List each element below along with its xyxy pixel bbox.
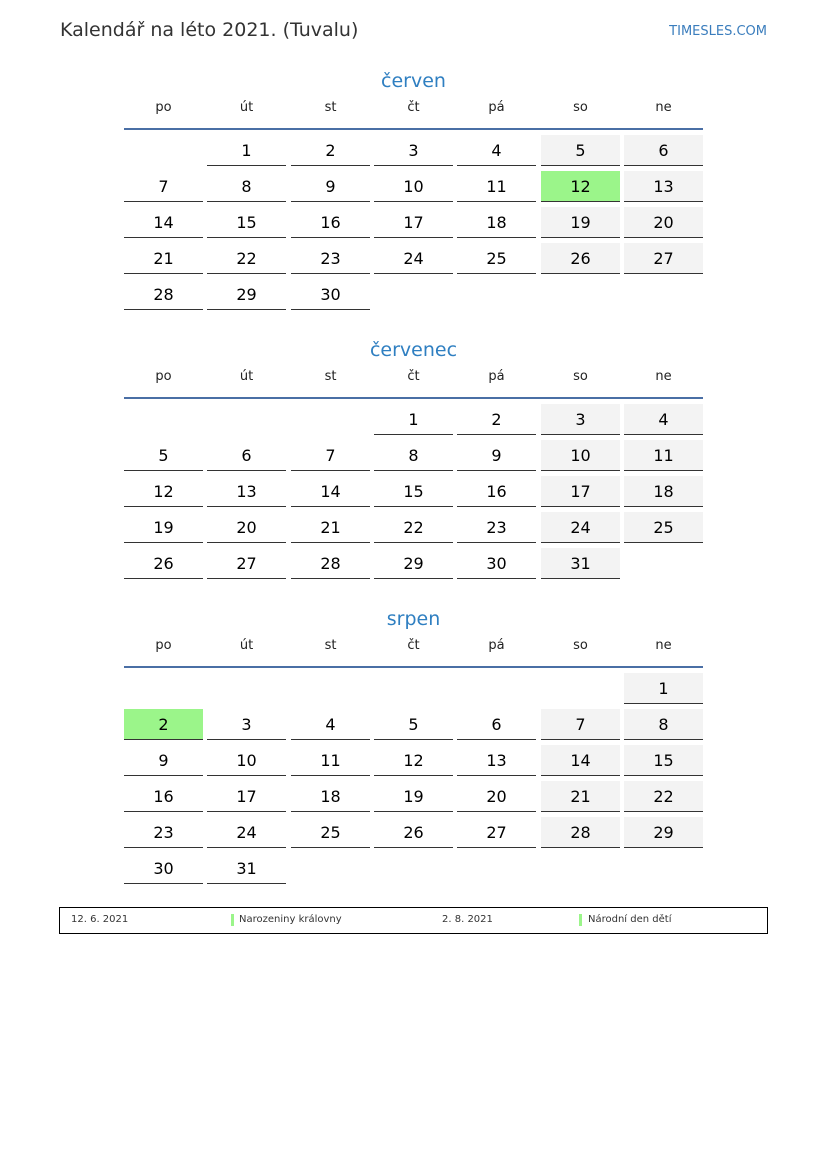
weekday-label: st	[324, 638, 337, 653]
day-cell: 8	[624, 709, 703, 740]
day-cell: 4	[291, 709, 370, 740]
day-cell: 3	[541, 404, 620, 435]
day-cell: 29	[207, 279, 286, 310]
weekday-label: st	[324, 100, 337, 115]
week-row	[124, 673, 703, 709]
day-cell: 5	[374, 709, 453, 740]
day-cell: 21	[291, 512, 370, 543]
day-cell: 4	[457, 135, 536, 166]
day-cell: 18	[624, 476, 703, 507]
day-cell: 11	[291, 745, 370, 776]
day-cell: 3	[207, 709, 286, 740]
day-cell: 2	[291, 135, 370, 166]
weekday-label: čt	[407, 100, 420, 115]
day-cell: 11	[457, 171, 536, 202]
day-cell: 2	[457, 404, 536, 435]
day-cell: 7	[291, 440, 370, 471]
day-cell: 14	[291, 476, 370, 507]
month-grid	[124, 135, 703, 315]
month-name: červenec	[369, 339, 458, 361]
month-name: červen	[381, 70, 446, 92]
day-cell: 31	[541, 548, 620, 579]
day-cell: 28	[291, 548, 370, 579]
day-cell: 20	[457, 781, 536, 812]
day-cell: 24	[541, 512, 620, 543]
day-cell: 19	[374, 781, 453, 812]
week-row	[124, 548, 703, 584]
day-cell: 17	[374, 207, 453, 238]
day-cell: 18	[457, 207, 536, 238]
page-title: Kalendář na léto 2021. (Tuvalu)	[60, 19, 359, 41]
site-link[interactable]: TIMESLES.COM	[669, 24, 767, 39]
month-block	[124, 68, 703, 315]
weekday-label: út	[239, 638, 254, 653]
day-cell: 29	[624, 817, 703, 848]
month-block	[124, 337, 703, 584]
weekday-label: ne	[655, 100, 672, 115]
day-cell: 10	[374, 171, 453, 202]
day-cell: 15	[374, 476, 453, 507]
weekday-label: po	[155, 100, 172, 115]
day-cell: 20	[207, 512, 286, 543]
day-cell: 26	[541, 243, 620, 274]
day-cell: 5	[541, 135, 620, 166]
day-cell: 17	[207, 781, 286, 812]
day-cell: 6	[457, 709, 536, 740]
day-cell: 1	[374, 404, 453, 435]
legend-date: 12. 6. 2021	[71, 914, 129, 925]
day-cell: 26	[374, 817, 453, 848]
day-cell: 7	[124, 171, 203, 202]
day-cell: 24	[374, 243, 453, 274]
week-row	[124, 853, 703, 889]
day-cell: 23	[457, 512, 536, 543]
weekday-label: pá	[488, 100, 505, 115]
day-cell: 23	[124, 817, 203, 848]
day-cell: 22	[207, 243, 286, 274]
day-cell: 25	[457, 243, 536, 274]
day-cell: 7	[541, 709, 620, 740]
day-cell: 8	[207, 171, 286, 202]
week-row	[124, 512, 703, 548]
day-cell: 11	[624, 440, 703, 471]
day-cell: 18	[291, 781, 370, 812]
day-cell: 9	[124, 745, 203, 776]
day-cell: 3	[374, 135, 453, 166]
day-cell: 16	[457, 476, 536, 507]
week-row	[124, 404, 703, 440]
week-row	[124, 709, 703, 745]
month-grid	[124, 673, 703, 889]
day-cell: 6	[207, 440, 286, 471]
week-row	[124, 279, 703, 315]
weekday-label: út	[239, 100, 254, 115]
day-cell: 22	[624, 781, 703, 812]
weekday-label: po	[155, 638, 172, 653]
day-cell: 10	[541, 440, 620, 471]
day-cell: 1	[207, 135, 286, 166]
week-row	[124, 440, 703, 476]
day-cell: 14	[541, 745, 620, 776]
weekday-header	[124, 369, 703, 399]
weekday-label: pá	[488, 369, 505, 384]
day-cell: 13	[457, 745, 536, 776]
weekday-header	[124, 638, 703, 668]
day-cell: 30	[124, 853, 203, 884]
week-row	[124, 171, 703, 207]
day-cell: 26	[124, 548, 203, 579]
weekday-label: út	[239, 369, 254, 384]
day-cell: 13	[207, 476, 286, 507]
week-row	[124, 135, 703, 171]
holiday-color-marker	[579, 914, 582, 926]
holiday-day-cell: 12	[541, 171, 620, 202]
day-cell: 20	[624, 207, 703, 238]
day-cell: 6	[624, 135, 703, 166]
day-cell: 12	[124, 476, 203, 507]
day-cell: 25	[624, 512, 703, 543]
day-cell: 15	[624, 745, 703, 776]
day-cell: 10	[207, 745, 286, 776]
day-cell: 28	[541, 817, 620, 848]
month-block	[124, 606, 703, 889]
legend-holiday-name: Narozeniny královny	[239, 914, 342, 925]
day-cell: 8	[374, 440, 453, 471]
month-grid	[124, 404, 703, 584]
weekday-label: so	[573, 100, 588, 115]
day-cell: 25	[291, 817, 370, 848]
weekday-label: ne	[655, 638, 672, 653]
day-cell: 5	[124, 440, 203, 471]
week-row	[124, 243, 703, 279]
day-cell: 16	[124, 781, 203, 812]
day-cell: 27	[207, 548, 286, 579]
day-cell: 30	[291, 279, 370, 310]
weekday-label: čt	[407, 638, 420, 653]
weekday-header	[124, 100, 703, 130]
day-cell: 14	[124, 207, 203, 238]
day-cell: 30	[457, 548, 536, 579]
day-cell: 15	[207, 207, 286, 238]
day-cell: 19	[124, 512, 203, 543]
day-cell: 23	[291, 243, 370, 274]
weekday-label: ne	[655, 369, 672, 384]
legend-date: 2. 8. 2021	[442, 914, 493, 925]
holiday-day-cell: 2	[124, 709, 203, 740]
holiday-color-marker	[231, 914, 234, 926]
weekday-label: po	[155, 369, 172, 384]
day-cell: 1	[624, 673, 703, 704]
weekday-label: so	[573, 638, 588, 653]
week-row	[124, 476, 703, 512]
weekday-label: čt	[407, 369, 420, 384]
day-cell: 13	[624, 171, 703, 202]
weekday-label: so	[573, 369, 588, 384]
day-cell: 24	[207, 817, 286, 848]
day-cell: 27	[457, 817, 536, 848]
day-cell: 31	[207, 853, 286, 884]
week-row	[124, 781, 703, 817]
day-cell: 9	[291, 171, 370, 202]
day-cell: 28	[124, 279, 203, 310]
weekday-label: pá	[488, 638, 505, 653]
day-cell: 21	[541, 781, 620, 812]
legend-holiday-name: Národní den dětí	[588, 914, 672, 925]
holiday-legend	[59, 907, 768, 934]
week-row	[124, 745, 703, 781]
day-cell: 27	[624, 243, 703, 274]
week-row	[124, 817, 703, 853]
day-cell: 17	[541, 476, 620, 507]
day-cell: 12	[374, 745, 453, 776]
week-row	[124, 207, 703, 243]
day-cell: 22	[374, 512, 453, 543]
day-cell: 21	[124, 243, 203, 274]
day-cell: 16	[291, 207, 370, 238]
month-name: srpen	[386, 608, 441, 630]
day-cell: 29	[374, 548, 453, 579]
day-cell: 19	[541, 207, 620, 238]
weekday-label: st	[324, 369, 337, 384]
day-cell: 4	[624, 404, 703, 435]
day-cell: 9	[457, 440, 536, 471]
